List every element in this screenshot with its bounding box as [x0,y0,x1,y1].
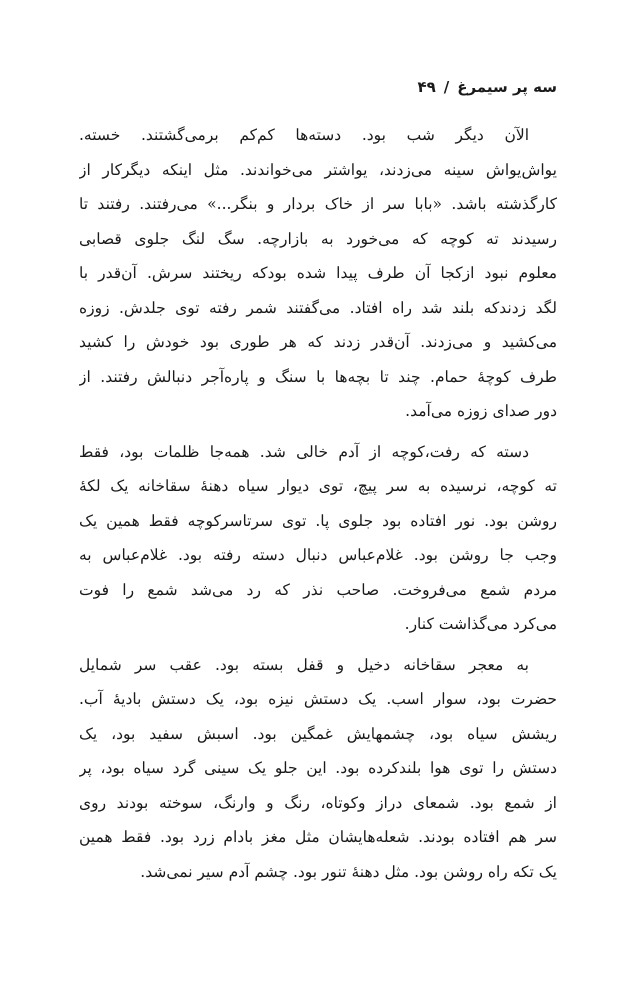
text-line: دستش را توی هوا بلندکرده بود. این جلو یک سینی گرد سیاه بود، پر [79,759,557,777]
text-line: معلوم نبود ازکجا آن طرف پیدا شده بودکه ریختند سرش. آن‌قدر با [79,264,557,282]
header-separator: / [443,78,450,96]
text-line: وجب جا روشن بود. غلام‌عباس دنبال دسته رفته بود. غلام‌عباس به [79,546,557,564]
running-header [77,76,557,98]
text-line: از شمع بود. شمعای دراز وکوتاه، رنگ و وارنگ، سوخته بودند روی [79,793,557,812]
text-line: رسیدند ته کوچه که می‌خورد به بازارچه. سگ لنگ جلوی قصابی [79,229,557,248]
text-line: طرف کوچهٔ حمام. چند تا بچه‌ها با سنگ و پاره‌آجر دنبالش رفتند. از [79,367,557,386]
text-line: ریشش سیاه بود، چشمهایش غمگین بود. اسبش سفید بود، یک [79,724,557,743]
text-line: روشن بود. نور افتاده بود جلوی پا. توی سرتاسرکوچه فقط همین یک [79,511,557,530]
paragraph-1 [79,118,557,429]
text-line: سر هم افتاده بودند. شعله‌هایشان مثل مغز بادام زرد بود. فقط همین [79,828,557,846]
text-line: کارگذشته باشد. «بابا سر از خاک بردار و بنگر...» می‌رفتند. رفتند تا [79,195,557,213]
text-line: به معجر سقاخانه دخیل و قفل بسته بود. عقب سر شمایل [79,655,529,674]
text-line: می‌کرد می‌گذاشت کنار. [404,615,557,633]
text-line: لگد زدندکه بلند شد راه افتاد. می‌گفتند شمر رفته توی جلدش. زوزه [79,298,557,317]
text-line: ته کوچه، نرسیده به سر پیچ، توی دیوار سیاه دهنهٔ سقاخانه یک لکهٔ [79,477,557,495]
book-title: سه پر سیمرغ [457,78,557,96]
text-line: یک تکه راه روشن بود. مثل دهنهٔ تنور بود. چشم آدم سیر نمی‌شد. [140,862,557,881]
text-line: حضرت بود، سوار اسب. یک دستش نیزه بود، یک دستش بادیهٔ آب. [79,690,557,708]
paragraph-2 [79,435,557,642]
body-text [79,118,557,895]
text-line: یواش‌یواش سینه می‌زدند، یواشتر می‌خواندند. مثل اینکه دیگرکار از [79,160,557,179]
text-line: دور صدای زوزه می‌آمد. [405,402,557,420]
paragraph-3 [79,648,557,890]
text-line: دسته که رفت،کوچه از آدم خالی شد. همه‌جا ظلمات بود، فقط [79,442,529,461]
text-line: الآن دیگر شب بود. دسته‌ها کم‌کم برمی‌گشتند. خسته. [79,126,529,144]
text-line: می‌کشید و می‌زدند. آن‌قدر زدند که هر طوری بود خودش را کشید [79,333,557,351]
page-number: ۴۹ [417,78,436,96]
text-line: مردم شمع می‌فروخت. صاحب نذر که رد می‌شد شمع را فوت [79,580,557,599]
